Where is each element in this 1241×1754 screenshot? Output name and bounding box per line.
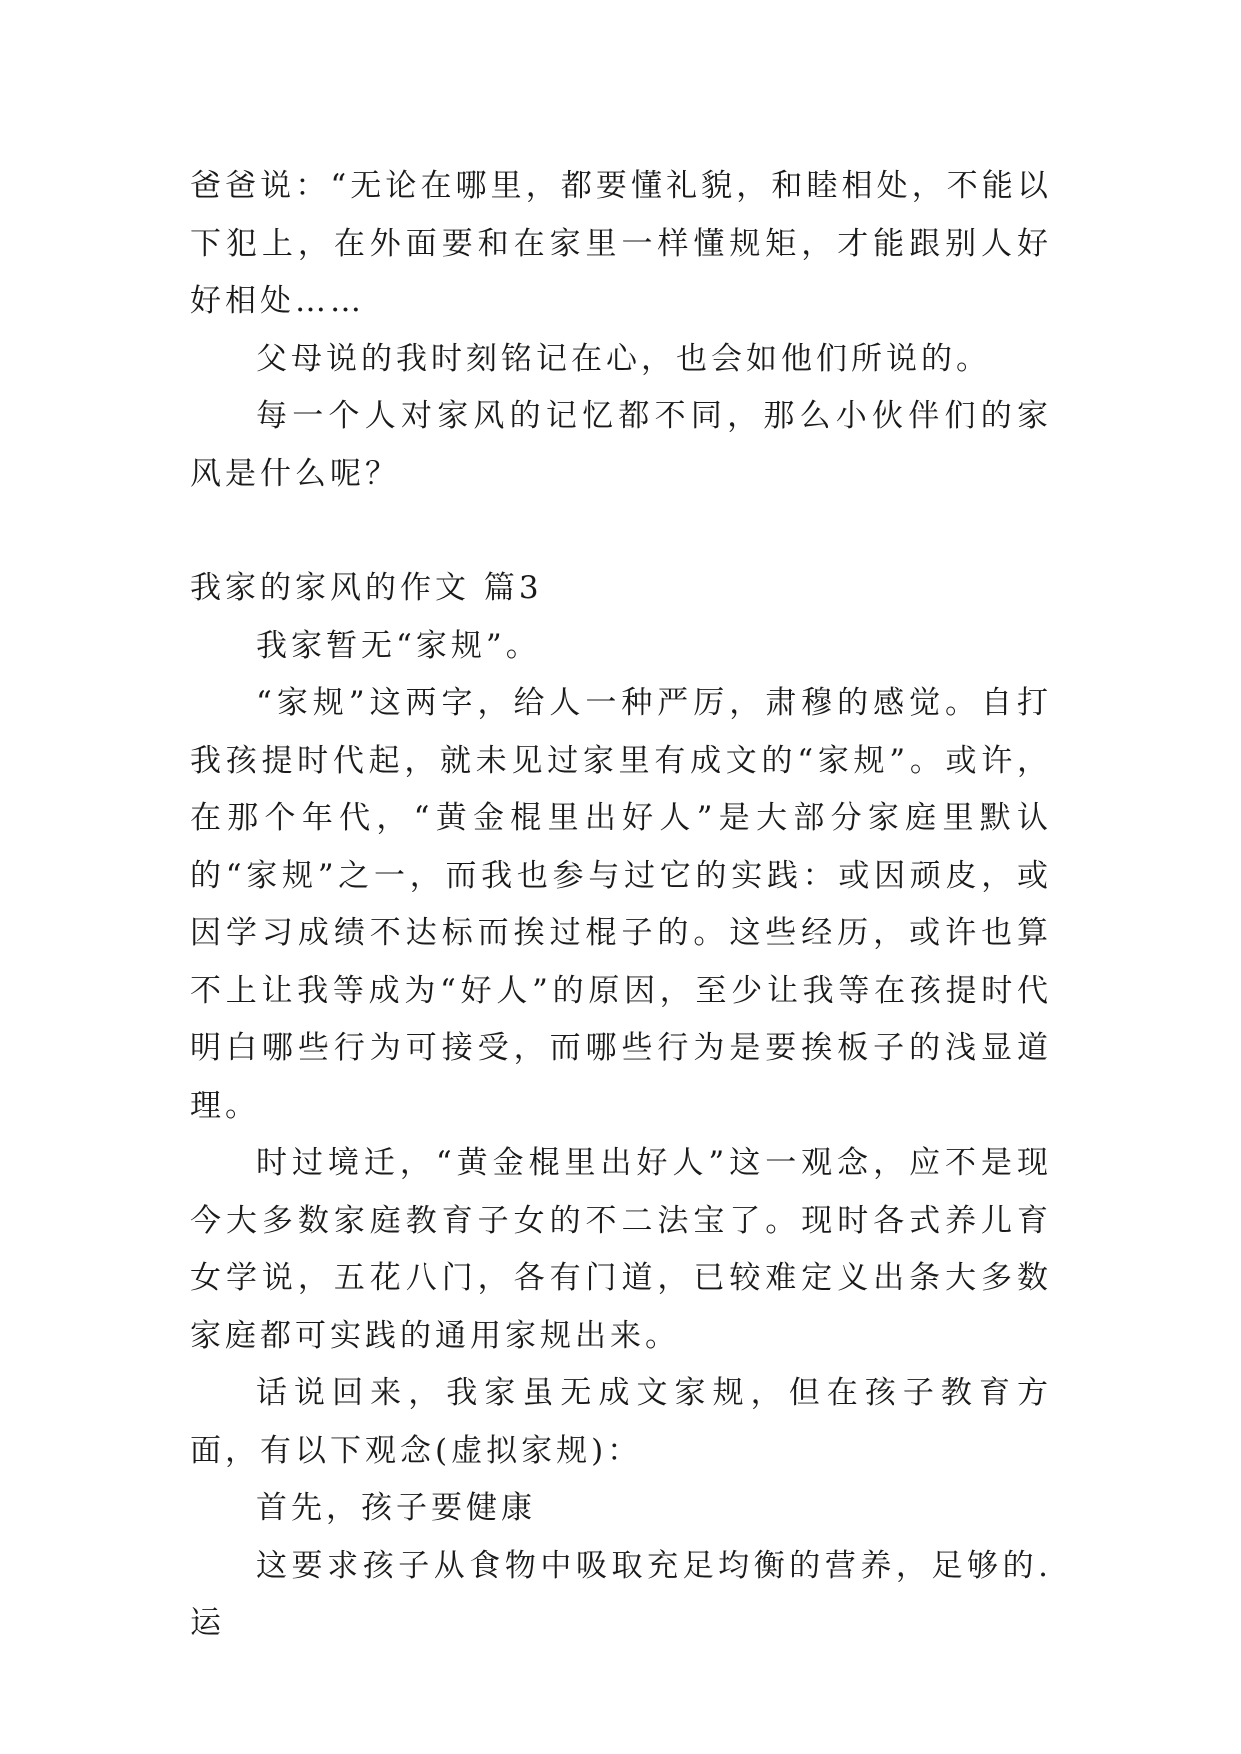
- paragraph-parents-words: 父母说的我时刻铭记在心，也会如他们所说的。: [256, 340, 991, 377]
- paragraph-nutrition: 这要求孩子从食物中吸取充足均衡的营养，足够的.运: [190, 1547, 1052, 1641]
- paragraph-no-rules: 我家暂无“家规”。: [256, 627, 541, 664]
- paragraph-rules-feeling: “家规”这两字，给人一种严厉，肃穆的感觉。自打我孩提时代起，就未见过家里有成文的“家规”。或许，在那个年代，“黄金棍里出好人”是大部分家庭里默认的“家规”之一，而我也参与过它的实践：或因顽皮，或因学习成绩不达标而挨过棍子的。这些经历，或许也算不上让我等成为“好人”的原因，至少让我等在孩提时代明白哪些行为可接受，而哪些行为是要挨板子的浅显道理。: [190, 685, 1052, 1124]
- document-body: [190, 158, 1052, 1653]
- paragraph-health-heading: 首先，孩子要健康: [256, 1490, 536, 1526]
- paragraph-times-changed: 时过境迁，“黄金棍里出好人”这一观念，应不是现今大多数家庭教育子女的不二法宝了。现时各式养儿育女学说，五花八门，各有门道，已较难定义出条大多数家庭都可实践的通用家规出来。: [190, 1145, 1052, 1354]
- paragraph-father-advice: 爸爸说：“无论在哪里，都要懂礼貌，和睦相处，不能以下犯上，在外面要和在家里一样懂规矩，才能跟别人好好相处……: [190, 168, 1052, 319]
- paragraph-family-concepts: 话说回来，我家虽无成文家规，但在孩子教育方面，有以下观念(虚拟家规)：: [190, 1375, 1052, 1469]
- paragraph-question: 每一个人对家风的记忆都不同，那么小伙伴们的家风是什么呢？: [190, 398, 1052, 492]
- section-title: 我家的家风的作文 篇3: [190, 570, 543, 606]
